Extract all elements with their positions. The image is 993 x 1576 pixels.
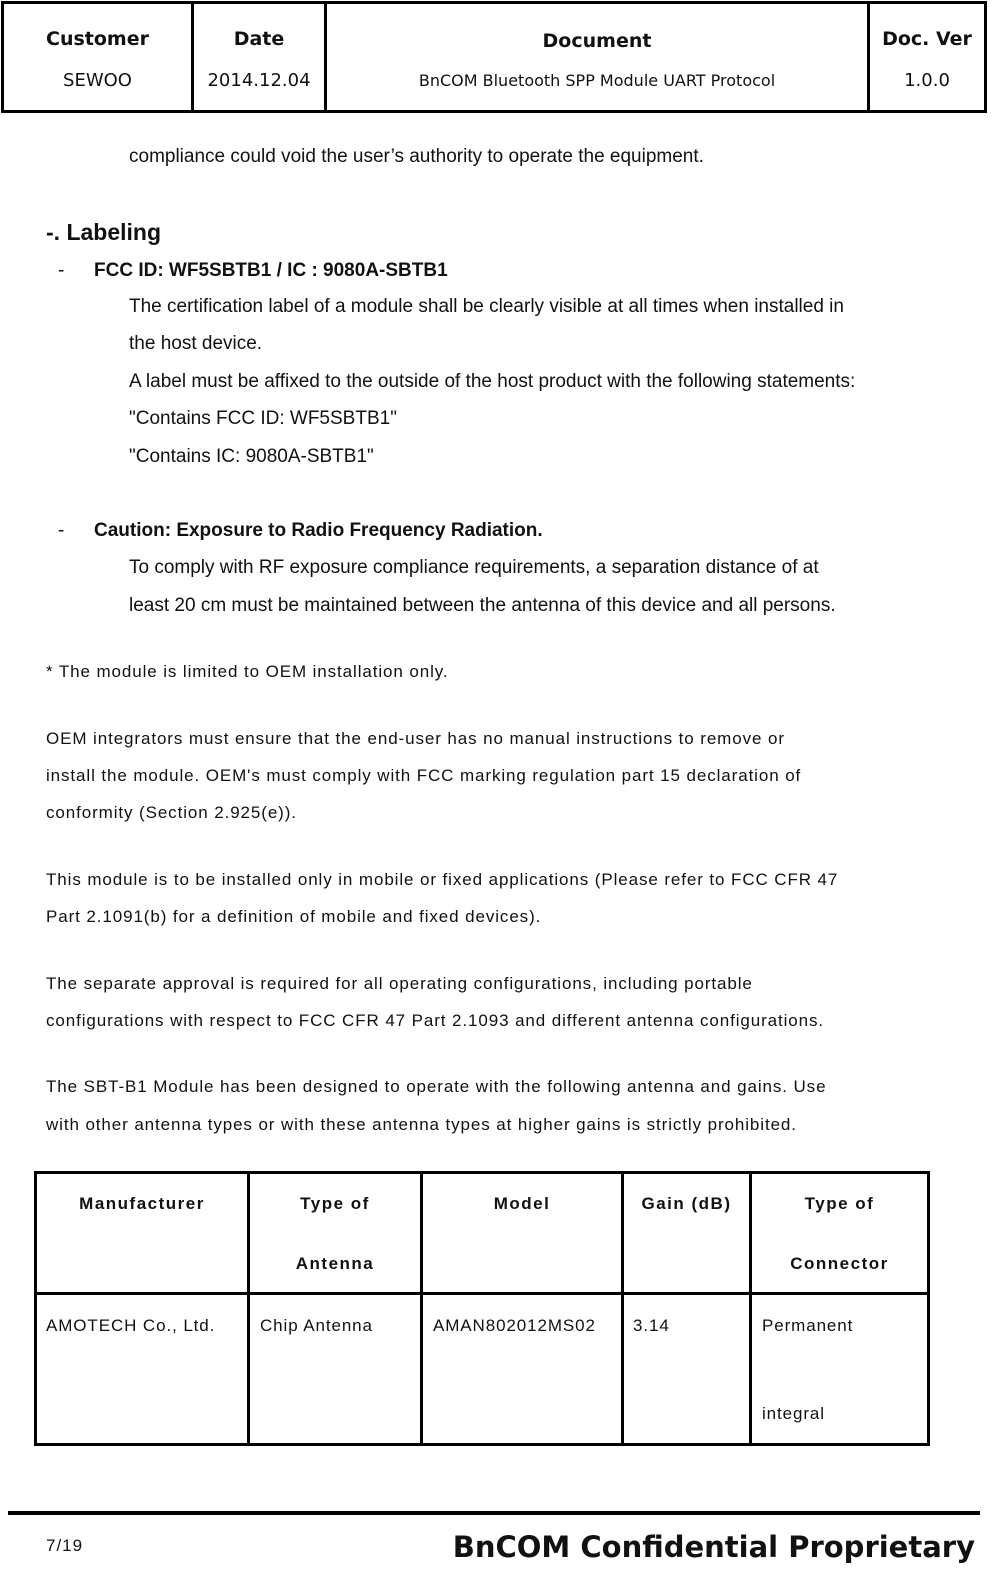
paragraph-line: The SBT-B1 Module has been designed to operate with the following antenna and gains. Use: [46, 1077, 827, 1096]
docver-value: 1.0.0: [904, 70, 950, 91]
docver-label: Doc. Ver: [882, 28, 972, 50]
docver-cell: [867, 1, 987, 113]
paragraph-line: Part 2.1091(b) for a definition of mobile and fixed devices).: [46, 907, 542, 926]
table-rule: [34, 1292, 930, 1295]
col-header-antenna-type: Antenna: [295, 1254, 375, 1273]
caution-heading: Caution: Exposure to Radio Frequency Radiation.: [94, 520, 543, 541]
paragraph-line: The separate approval is required for all operating configurations, including portable: [46, 974, 753, 993]
table-rule: [34, 1443, 930, 1446]
col-header-model: Model: [493, 1194, 551, 1213]
oem-note: * The module is limited to OEM installation only.: [46, 662, 449, 681]
customer-value: SEWOO: [63, 70, 132, 91]
document-header: [1, 1, 987, 113]
caution-line: To comply with RF exposure compliance requirements, a separation distance of at: [129, 557, 819, 578]
footer-rule: [8, 1511, 980, 1515]
confidential-notice: BnCOM Confidential Proprietary: [452, 1530, 975, 1564]
fcc-line: The certification label of a module shall be clearly visible at all times when installed in: [129, 296, 844, 317]
paragraph-line: This module is to be installed only in mobile or fixed applications (Please refer to FCC CFR 47: [46, 870, 839, 889]
col-header-gain: Gain (dB): [641, 1194, 732, 1213]
paragraph-line: configurations with respect to FCC CFR 47 Part 2.1093 and different antenna configurations.: [46, 1011, 825, 1030]
bullet-marker: -: [58, 520, 65, 541]
cell-gain: 3.14: [633, 1316, 670, 1335]
col-header-manufacturer: Manufacturer: [79, 1194, 205, 1213]
cell-connector: integral: [762, 1404, 825, 1423]
paragraph-line: with other antenna types or with these antenna types at higher gains is strictly prohibited.: [46, 1115, 797, 1134]
antenna-table: [34, 1171, 930, 1446]
customer-cell: [1, 1, 194, 113]
fcc-line: "Contains IC: 9080A-SBTB1": [129, 446, 374, 467]
col-header-connector: Type of: [804, 1194, 875, 1213]
table-rule: [34, 1171, 930, 1174]
document-cell: [324, 1, 870, 113]
date-label: Date: [233, 28, 285, 50]
caution-line: least 20 cm must be maintained between the antenna of this device and all persons.: [129, 595, 836, 616]
paragraph-line: conformity (Section 2.925(e)).: [46, 803, 297, 822]
cell-model: AMAN802012MS02: [433, 1316, 596, 1335]
customer-label: Customer: [46, 28, 149, 50]
page-number: 7/19: [46, 1536, 84, 1555]
fcc-line: A label must be affixed to the outside of the host product with the following statements:: [129, 371, 856, 392]
date-value: 2014.12.04: [207, 70, 311, 91]
section-title: -. Labeling: [46, 219, 161, 245]
fcc-heading: FCC ID: WF5SBTB1 / IC : 9080A-SBTB1: [94, 260, 448, 281]
intro-line: compliance could void the user’s authority to operate the equipment.: [129, 146, 704, 167]
fcc-line: "Contains FCC ID: WF5SBTB1": [129, 408, 397, 429]
table-rule: [927, 1171, 930, 1446]
col-header-connector: Connector: [790, 1254, 889, 1273]
fcc-line: the host device.: [129, 333, 263, 354]
bullet-marker: -: [58, 260, 65, 281]
paragraph-line: install the module. OEM's must comply with FCC marking regulation part 15 declaration of: [46, 766, 802, 785]
document-label: Document: [542, 30, 652, 52]
cell-connector: Permanent: [762, 1316, 854, 1335]
paragraph-line: OEM integrators must ensure that the end-user has no manual instructions to remove or: [46, 729, 785, 748]
document-value: BnCOM Bluetooth SPP Module UART Protocol: [418, 71, 776, 90]
cell-antenna-type: Chip Antenna: [260, 1316, 373, 1335]
date-cell: [191, 1, 327, 113]
col-header-antenna-type: Type of: [300, 1194, 370, 1213]
cell-manufacturer: AMOTECH Co., Ltd.: [46, 1316, 216, 1335]
